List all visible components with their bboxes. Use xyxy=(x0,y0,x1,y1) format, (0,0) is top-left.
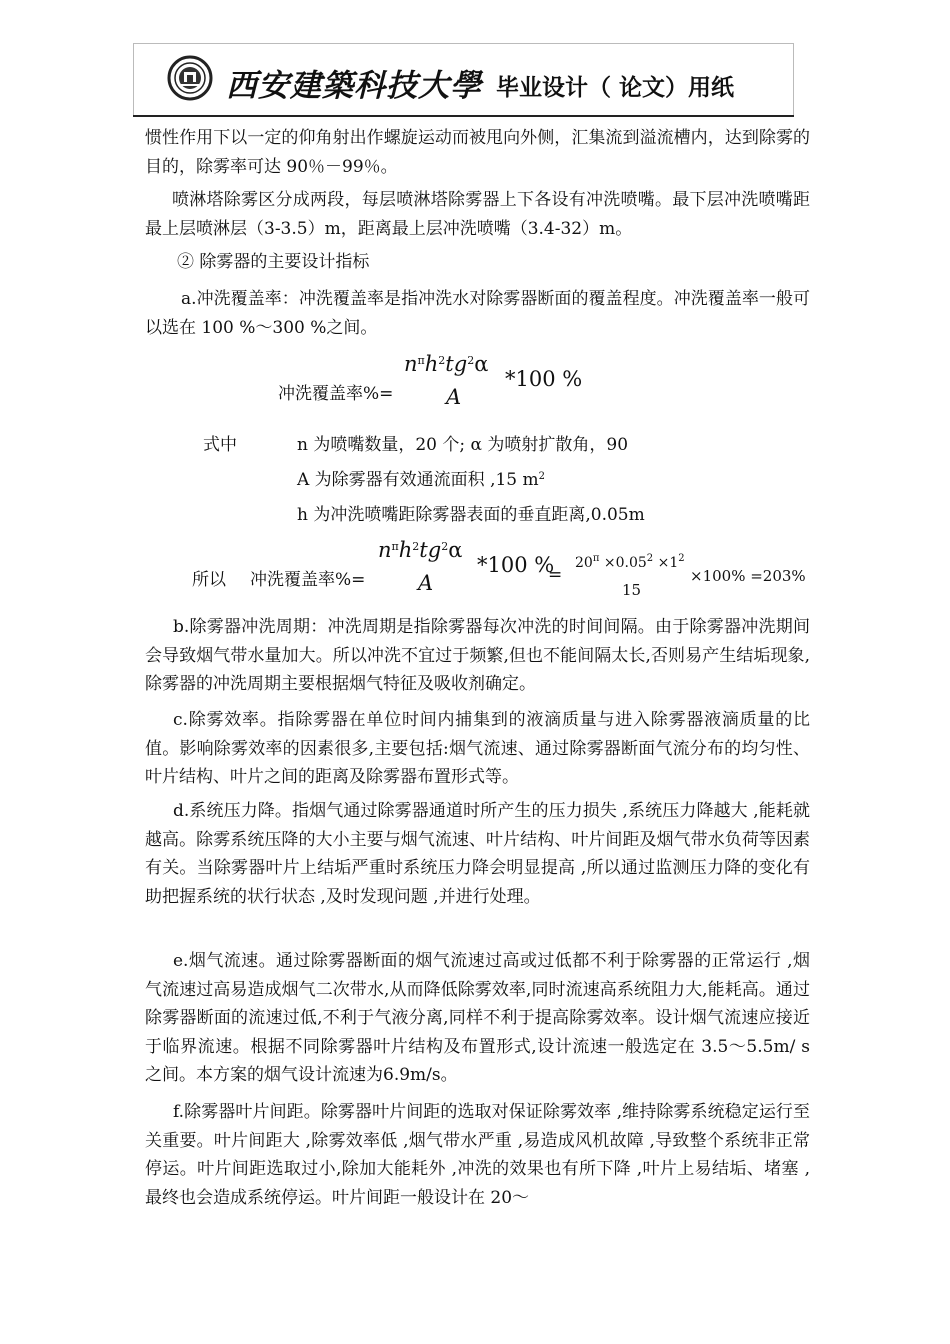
formula2-r-sup2: 2 xyxy=(678,553,685,564)
paragraph-1: 惯性作用下以一定的仰角射出作螺旋运动而被甩向外侧，汇集流到溢流槽内，达到除雾的目的，除雾率可达 90％－99％。 xyxy=(145,128,810,177)
formula2-tg: tg xyxy=(419,538,442,562)
formula2-pi: π xyxy=(391,540,399,553)
where-line-h: h 为冲洗喷嘴距除雾器表面的垂直距离,0.05m xyxy=(297,505,645,525)
formula1-denominator: A xyxy=(446,385,462,409)
formula2-sup-2b: 2 xyxy=(441,540,449,553)
formula2-h: h xyxy=(398,538,413,562)
formula2-sup-2a: 2 xyxy=(412,540,420,553)
formula2-r-20: 20 xyxy=(575,555,593,571)
formula2-r-sup1: 2 xyxy=(646,553,654,564)
formula2-n: n xyxy=(378,538,392,562)
formula1-label: 冲洗覆盖率%= xyxy=(278,384,394,404)
formula2-right-numerator xyxy=(575,553,685,571)
paragraph-2: 喷淋塔除雾区分成两段，每层喷淋塔除雾器上下各设有冲洗喷嘴。最下层冲洗喷嘴距最上层喷淋层（3-3.5）m，距离最上层冲洗喷嘴（3.4-32）m。 xyxy=(145,190,810,239)
formula2-denominator: A xyxy=(418,571,434,595)
header-rule xyxy=(133,115,794,117)
section-heading: ② 除雾器的主要设计指标 xyxy=(177,252,370,272)
formula1-sup-2a: 2 xyxy=(438,354,446,367)
where-line-n: n 为喷嘴数量，20 个; α 为喷射扩散角，90 xyxy=(297,435,629,455)
formula1-tg: tg xyxy=(445,352,468,376)
page-header xyxy=(133,43,794,116)
paragraph-e: e.烟气流速。通过除雾器断面的烟气流速过高或过低都不利于除雾器的正常运行 ,烟气流速过高易造成烟气二次带水,从而降低除雾效率,同时流速高系统阻力大,能耗高。通过除雾器断面的流速过低,不利于气液分离,同样不利于提高除雾效率。设计烟气流速应接近于临界流速。根据不同除雾器叶片结构及布置形式,设计流速一般选定在 3.5～5.5m/ s 之间。本方案的烟气设计流速为6.9m/s。 xyxy=(145,951,810,1086)
formula1-h: h xyxy=(424,352,439,376)
paragraph-b: b.除雾器冲洗周期：冲洗周期是指除雾器每次冲洗的时间间隔。由于除雾器冲洗期间会导致烟气带水量加大。所以冲洗不宜过于频繁,但也不能间隔太长,否则易产生结垢现象,除雾器的冲洗周期主要根据烟气特征及吸收剂确定。 xyxy=(145,617,810,695)
formula2-alpha: α xyxy=(448,538,463,562)
formula2-equals: = xyxy=(548,565,563,585)
formula2-r-005: ×0.05 xyxy=(599,555,647,571)
formula1-n: n xyxy=(404,352,418,376)
formula1-sup-2b: 2 xyxy=(467,354,475,367)
university-seal-icon xyxy=(167,55,213,101)
formula1-alpha: α xyxy=(474,352,489,376)
formula2-r-pi: π xyxy=(592,553,600,564)
formula2-result: ×100% =203% xyxy=(690,567,806,585)
paragraph-a: a.冲洗覆盖率：冲洗覆盖率是指冲洗水对除雾器断面的覆盖程度。冲洗覆盖率一般可以选在 100 %～300 %之间。 xyxy=(145,289,810,338)
where-label: 式中 xyxy=(203,435,237,455)
university-name: 西安建築科技大學 xyxy=(226,68,482,104)
formula2-r-1: ×1 xyxy=(653,555,679,571)
formula1-multiplier: *100 % xyxy=(505,367,583,391)
paper-subtitle: 毕业设计（ 论文）用纸 xyxy=(496,75,735,101)
formula2-numerator xyxy=(378,538,462,562)
where-line-a-text: A 为除雾器有效通流面积 ,15 m xyxy=(297,470,539,490)
paragraph-c: c.除雾效率。指除雾器在单位时间内捕集到的液滴质量与进入除雾器液滴质量的比值。影响除雾效率的因素很多,主要包括:烟气流速、通过除雾器断面气流分布的均匀性、叶片结构、叶片之间的距离及除雾器布置形式等。 xyxy=(145,710,810,788)
formula2-prefix: 所以 xyxy=(192,570,226,590)
formula1-numerator xyxy=(404,352,488,376)
where-line-a xyxy=(297,465,545,490)
paragraph-f: f.除雾器叶片间距。除雾器叶片间距的选取对保证除雾效率 ,维持除雾系统稳定运行至关重要。叶片间距大 ,除雾效率低 ,烟气带水严重 ,易造成风机故障 ,导致整个系统非正常停运。叶片间距选取过小,除加大能耗外 ,冲洗的效果也有所下降 ,叶片上易结垢、堵塞 ,最终也会造成系统停运。叶片间距一般设计在 20～ xyxy=(145,1102,810,1208)
formula2-right-denominator: 15 xyxy=(622,581,642,599)
formula2-label: 冲洗覆盖率%= xyxy=(250,570,366,590)
formula2-multiplier: *100 % xyxy=(477,553,555,577)
where-line-a-sup: 2 xyxy=(538,471,546,482)
formula1-pi: π xyxy=(417,354,425,367)
paragraph-d: d.系统压力降。指烟气通过除雾器通道时所产生的压力损失 ,系统压力降越大 ,能耗就越高。除雾系统压降的大小主要与烟气流速、叶片结构、叶片间距及烟气带水负荷等因素有关。当除雾器叶片上结垢严重时系统压力降会明显提高 ,所以通过监测压力降的变化有助把握系统的状行状态 ,及时发现问题 ,并进行处理。 xyxy=(145,801,810,907)
